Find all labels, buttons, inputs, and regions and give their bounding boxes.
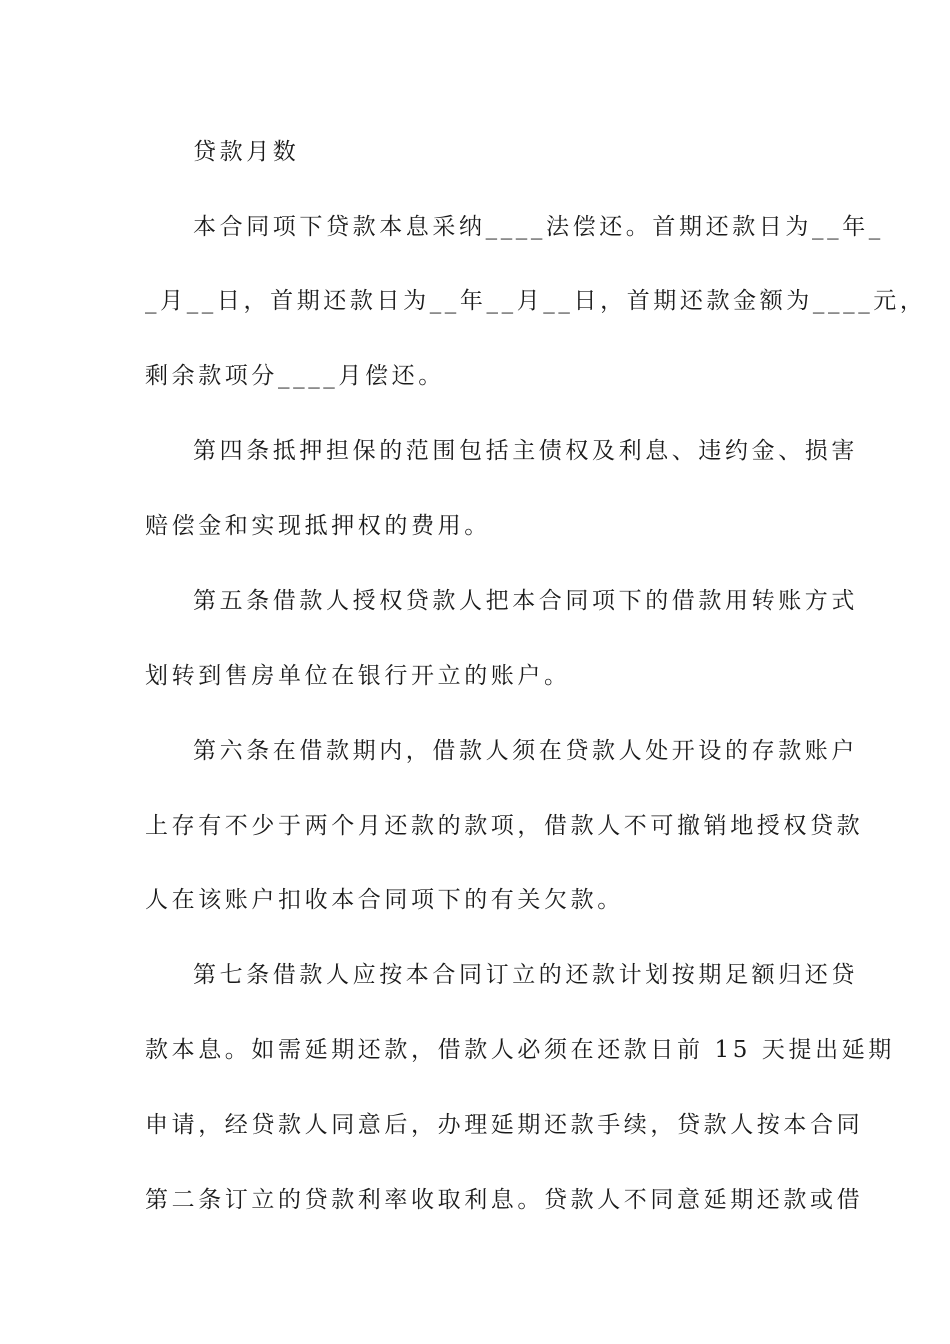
- text-line: 第二条订立的贷款利率收取利息。贷款人不同意延期还款或借: [145, 1187, 864, 1213]
- text-line: 贷款月数: [193, 139, 300, 165]
- text-line: 第四条抵押担保的范围包括主债权及利息、违约金、损害: [193, 438, 858, 464]
- text-line: 剩余款项分____月偿还。: [145, 363, 445, 389]
- text-line: 人在该账户扣收本合同项下的有关欠款。: [145, 887, 624, 913]
- text-line: 第五条借款人授权贷款人把本合同项下的借款用转账方式: [193, 588, 858, 614]
- text-line: 本合同项下贷款本息采纳____法偿还。首期还款日为__年_: [193, 214, 884, 240]
- text-line: 划转到售房单位在银行开立的账户。: [145, 663, 571, 689]
- text-line: 第七条借款人应按本合同订立的还款计划按期足额归还贷: [193, 962, 858, 988]
- text-line: _月__日，首期还款日为__年__月__日，首期还款金额为____元，: [145, 288, 927, 314]
- text-line: 赔偿金和实现抵押权的费用。: [145, 513, 491, 539]
- text-line: 款本息。如需延期还款，借款人必须在还款日前 15 天提出延期: [145, 1037, 895, 1063]
- text-line: 第六条在借款期内，借款人须在贷款人处开设的存款账户: [193, 738, 858, 764]
- text-line: 申请，经贷款人同意后，办理延期还款手续，贷款人按本合同: [145, 1112, 864, 1138]
- text-line: 上存有不少于两个月还款的款项，借款人不可撤销地授权贷款: [145, 813, 864, 839]
